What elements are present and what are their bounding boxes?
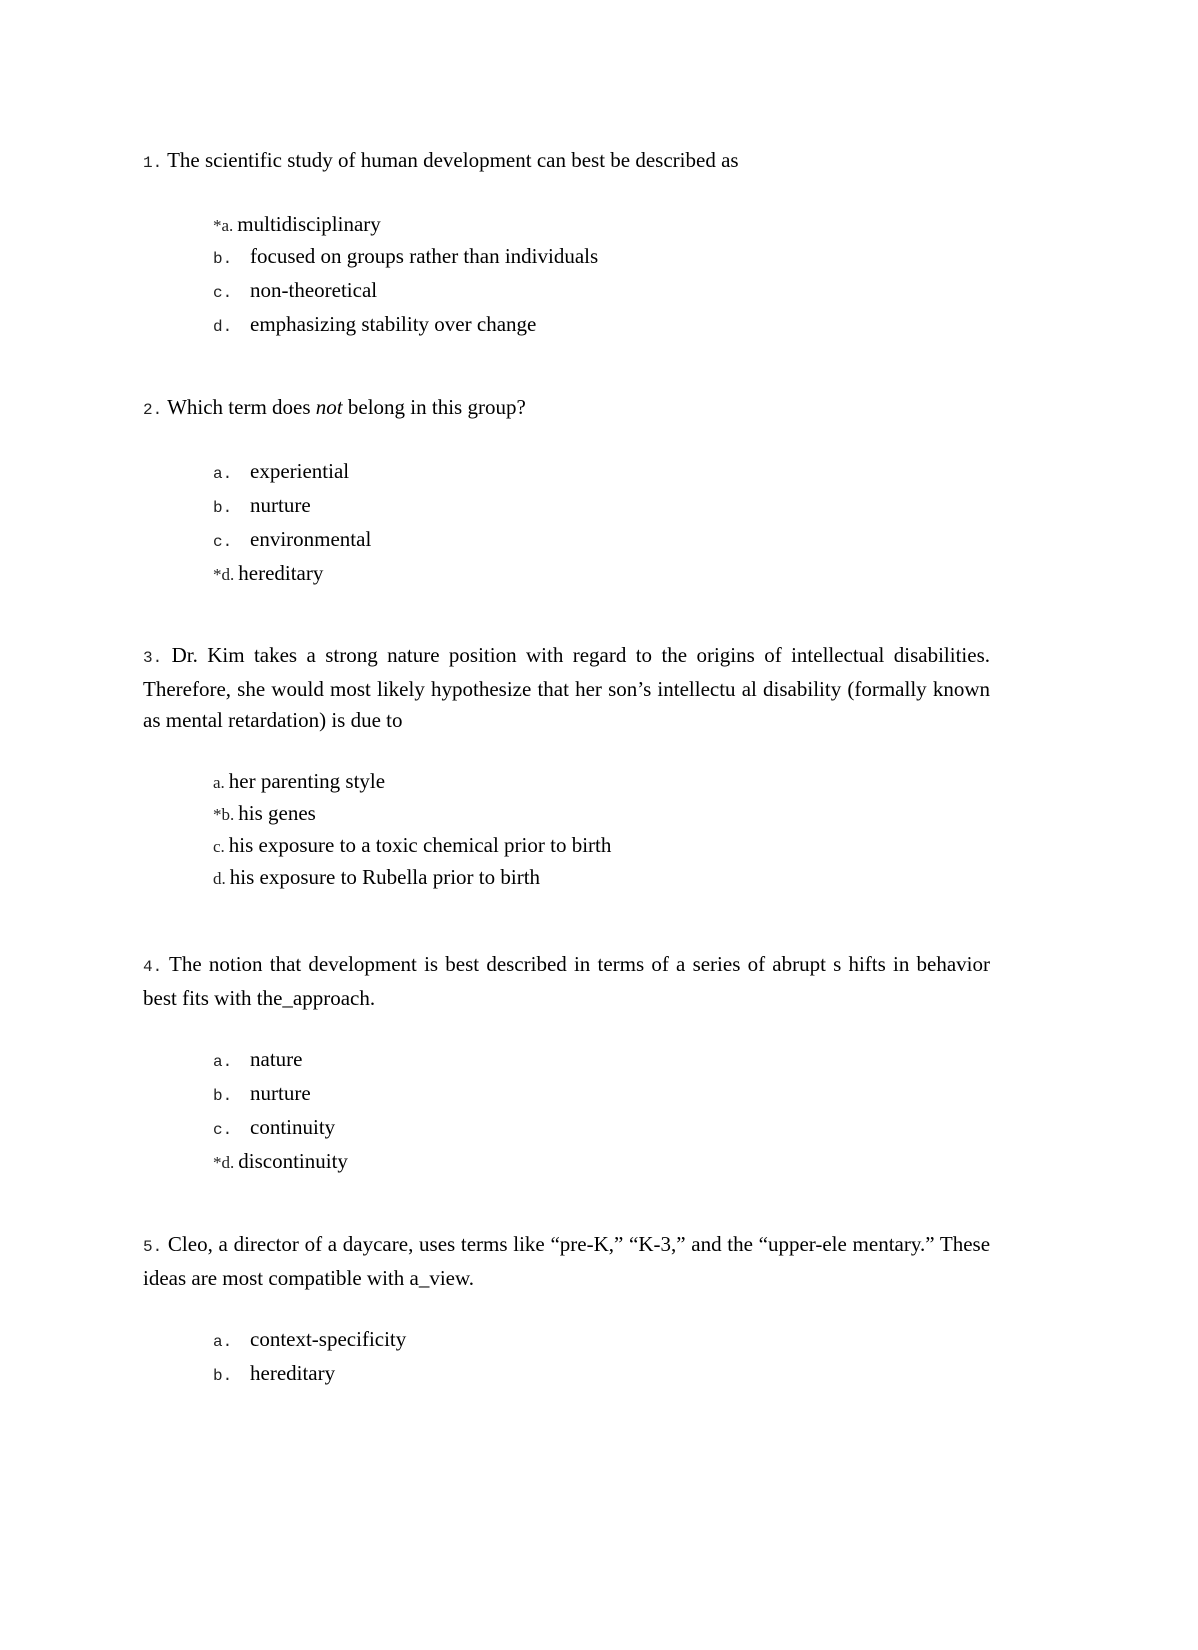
option-letter: a. xyxy=(213,773,225,792)
option-letter: c. xyxy=(213,533,233,551)
question-stem xyxy=(143,392,990,426)
option-letter: *d. xyxy=(213,1153,235,1172)
option-text: his genes xyxy=(238,801,316,825)
option-letter: b. xyxy=(213,1367,233,1385)
question-1 xyxy=(143,145,990,343)
option-d-correct xyxy=(213,1146,990,1178)
option-letter: *b. xyxy=(213,805,235,824)
option-c xyxy=(213,830,990,862)
question-text: Dr. Kim takes a strong nature position with regard to the origins of intellectual disabilities. Therefore, she would most likely hypothesize that her son’s intellectu al disability (formally known as mental retardation) is due to xyxy=(143,643,991,732)
option-a xyxy=(213,1044,990,1078)
option-text: nurture xyxy=(250,1081,311,1105)
question-number: 2. xyxy=(143,401,163,419)
option-letter: b. xyxy=(213,1087,233,1105)
option-c xyxy=(213,1112,990,1146)
option-letter: d. xyxy=(213,869,226,888)
question-4 xyxy=(143,949,990,1178)
option-a xyxy=(213,766,990,798)
option-text: hereditary xyxy=(250,1361,336,1385)
option-c xyxy=(213,275,990,309)
option-letter: a. xyxy=(213,1333,233,1351)
option-text: nature xyxy=(250,1047,303,1071)
question-number: 3. xyxy=(143,649,163,667)
option-text: multidisciplinary xyxy=(237,212,381,236)
option-letter: a. xyxy=(213,1053,233,1071)
option-text: his exposure to Rubella prior to birth xyxy=(229,865,541,889)
option-a xyxy=(213,456,990,490)
question-text: belong in this group? xyxy=(342,395,526,419)
question-number: 5. xyxy=(143,1238,163,1256)
option-b xyxy=(213,1078,990,1112)
option-letter: *a. xyxy=(213,216,234,235)
option-letter: c. xyxy=(213,1121,233,1139)
question-5 xyxy=(143,1229,990,1392)
option-text: environmental xyxy=(250,527,372,551)
options-list xyxy=(143,1324,990,1392)
option-letter: b. xyxy=(213,250,233,268)
option-b-correct xyxy=(213,798,990,830)
option-letter: d. xyxy=(213,318,233,336)
option-text: hereditary xyxy=(238,561,324,585)
question-text: The scientific study of human development can best be described as xyxy=(167,148,739,172)
option-text: nurture xyxy=(250,493,311,517)
option-text: non-theoretical xyxy=(250,278,378,302)
question-2 xyxy=(143,392,990,590)
option-d xyxy=(213,309,990,343)
question-stem xyxy=(143,949,990,1014)
question-3 xyxy=(143,640,990,894)
option-text: continuity xyxy=(250,1115,336,1139)
option-b xyxy=(213,241,990,275)
option-a xyxy=(213,1324,990,1358)
option-d-correct xyxy=(213,558,990,590)
option-c xyxy=(213,524,990,558)
options-list xyxy=(143,766,990,894)
option-letter: a. xyxy=(213,465,233,483)
option-letter: c. xyxy=(213,284,233,302)
option-b xyxy=(213,490,990,524)
option-text: experiential xyxy=(250,459,350,483)
option-text: focused on groups rather than individuals xyxy=(250,244,599,268)
question-stem xyxy=(143,1229,990,1294)
option-letter: c. xyxy=(213,837,225,856)
option-d xyxy=(213,862,990,894)
question-number: 4. xyxy=(143,958,163,976)
question-text: Which term does xyxy=(167,395,316,419)
option-text: context-specificity xyxy=(250,1327,407,1351)
option-text: his exposure to a toxic chemical prior to birth xyxy=(228,833,612,857)
options-list xyxy=(143,209,990,343)
option-text: emphasizing stability over change xyxy=(250,312,537,336)
option-letter: b. xyxy=(213,499,233,517)
option-text: her parenting style xyxy=(228,769,386,793)
option-text: discontinuity xyxy=(238,1149,348,1173)
options-list xyxy=(143,456,990,590)
question-text: Cleo, a director of a daycare, uses terms like “pre-K,” “K-3,” and the “upper-ele mentary.” These ideas are most compatible with a_view. xyxy=(143,1232,991,1290)
question-stem xyxy=(143,640,990,736)
question-stem xyxy=(143,145,990,179)
option-b xyxy=(213,1358,990,1392)
question-text-emphasis: not xyxy=(315,395,343,419)
option-letter: *d. xyxy=(213,565,235,584)
question-number: 1. xyxy=(143,154,163,172)
options-list xyxy=(143,1044,990,1178)
question-text: The notion that development is best described in terms of a series of abrupt s hifts in behavior best fits with the_approach. xyxy=(143,952,991,1010)
option-a-correct xyxy=(213,209,990,241)
